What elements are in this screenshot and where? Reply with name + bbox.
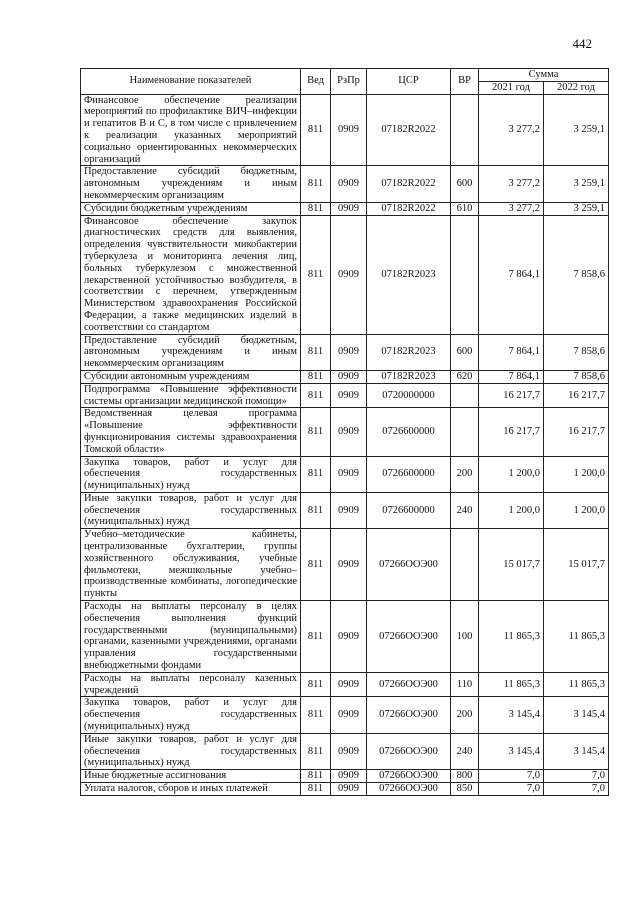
cell-name: Субсидии бюджетным учреждениям (81, 202, 301, 215)
cell-y2022: 16 217,7 (544, 408, 609, 456)
cell-y2022: 16 217,7 (544, 383, 609, 408)
cell-ved: 811 (301, 529, 331, 601)
cell-csr: 07266ООЭ00 (367, 601, 451, 673)
cell-y2021: 7 864,1 (479, 334, 544, 370)
table-row (81, 697, 609, 733)
table-row (81, 456, 609, 492)
cell-name: Расходы на выплаты персоналу казенных учреждений (81, 672, 301, 697)
cell-y2021: 3 277,2 (479, 94, 544, 166)
cell-name: Субсидии автономным учреждениям (81, 370, 301, 383)
cell-name: Иные закупки товаров, работ и услуг для обеспечения государственных (муниципальных) нужд (81, 733, 301, 769)
cell-vr: 600 (451, 334, 479, 370)
cell-name: Закупка товаров, работ и услуг для обеспечения государственных (муниципальных) нужд (81, 697, 301, 733)
cell-ved: 811 (301, 202, 331, 215)
cell-vr (451, 94, 479, 166)
cell-rzpr: 0909 (331, 783, 367, 796)
table-row (81, 783, 609, 796)
cell-y2021: 3 145,4 (479, 697, 544, 733)
table-row (81, 408, 609, 456)
cell-y2022: 7,0 (544, 783, 609, 796)
cell-vr: 600 (451, 166, 479, 202)
cell-rzpr: 0909 (331, 94, 367, 166)
cell-ved: 811 (301, 383, 331, 408)
table-row (81, 215, 609, 334)
cell-y2021: 11 865,3 (479, 672, 544, 697)
cell-ved: 811 (301, 783, 331, 796)
table-row (81, 94, 609, 166)
cell-name: Финансовое обеспечение реализации мероприятий по профилактике ВИЧ–инфекции и гепатитов B и C, в том числе с привлечением к реализации указанных мероприятий социально ориентированных некоммерческих организаций (81, 94, 301, 166)
cell-vr (451, 215, 479, 334)
cell-rzpr: 0909 (331, 601, 367, 673)
cell-csr: 07182R2023 (367, 215, 451, 334)
table-row (81, 672, 609, 697)
cell-y2021: 1 200,0 (479, 492, 544, 528)
cell-csr: 07266ООЭ00 (367, 733, 451, 769)
cell-csr: 07182R2023 (367, 334, 451, 370)
cell-rzpr: 0909 (331, 370, 367, 383)
cell-rzpr: 0909 (331, 202, 367, 215)
cell-y2022: 3 145,4 (544, 733, 609, 769)
cell-csr: 07266ООЭ00 (367, 529, 451, 601)
cell-ved: 811 (301, 697, 331, 733)
cell-ved: 811 (301, 408, 331, 456)
cell-ved: 811 (301, 334, 331, 370)
cell-y2021: 1 200,0 (479, 456, 544, 492)
cell-ved: 811 (301, 456, 331, 492)
cell-vr (451, 529, 479, 601)
cell-vr: 200 (451, 697, 479, 733)
header-rzpr: РзПр (331, 69, 367, 95)
cell-ved: 811 (301, 370, 331, 383)
cell-rzpr: 0909 (331, 166, 367, 202)
cell-y2022: 1 200,0 (544, 456, 609, 492)
cell-y2022: 11 865,3 (544, 672, 609, 697)
cell-ved: 811 (301, 215, 331, 334)
cell-vr: 620 (451, 370, 479, 383)
cell-vr: 200 (451, 456, 479, 492)
cell-vr: 800 (451, 770, 479, 783)
table-body (81, 94, 609, 795)
cell-y2022: 7,0 (544, 770, 609, 783)
cell-y2021: 16 217,7 (479, 408, 544, 456)
cell-csr: 0726600000 (367, 492, 451, 528)
cell-y2021: 7 864,1 (479, 370, 544, 383)
cell-name: Подпрограмма «Повышение эффективности системы организации медицинской помощи» (81, 383, 301, 408)
cell-y2022: 1 200,0 (544, 492, 609, 528)
cell-vr: 610 (451, 202, 479, 215)
table-row (81, 202, 609, 215)
cell-csr: 0720000000 (367, 383, 451, 408)
cell-name: Закупка товаров, работ и услуг для обеспечения государственных (муниципальных) нужд (81, 456, 301, 492)
cell-vr (451, 383, 479, 408)
cell-y2022: 3 145,4 (544, 697, 609, 733)
cell-rzpr: 0909 (331, 408, 367, 456)
cell-y2021: 7,0 (479, 783, 544, 796)
cell-rzpr: 0909 (331, 383, 367, 408)
cell-y2022: 3 259,1 (544, 202, 609, 215)
cell-rzpr: 0909 (331, 697, 367, 733)
cell-csr: 07266ООЭ00 (367, 783, 451, 796)
table-row (81, 370, 609, 383)
page-number: 442 (572, 36, 592, 51)
cell-csr: 07182R2022 (367, 94, 451, 166)
cell-csr: 07182R2022 (367, 202, 451, 215)
cell-name: Иные закупки товаров, работ и услуг для обеспечения государственных (муниципальных) нужд (81, 492, 301, 528)
cell-name: Расходы на выплаты персоналу в целях обеспечения выполнения функций государственными (муниципальными) органами, казенными учреждениями, органами управления государственными внебюджетными фондами (81, 601, 301, 673)
cell-name: Финансовое обеспечение закупок диагностических средств для выявления, определения чувствительности микобактерии туберкулеза и мониторинга лечения лиц, больных туберкулезом с множественной лекарственной устойчивостью возбудителя, в соответствии с перечнем, утвержденным Министерством здравоохранения Российской Федерации, а также медицинских изделий в соответствии со стандартом (81, 215, 301, 334)
cell-y2021: 11 865,3 (479, 601, 544, 673)
cell-ved: 811 (301, 601, 331, 673)
budget-table (80, 68, 609, 796)
table-row (81, 166, 609, 202)
cell-ved: 811 (301, 94, 331, 166)
header-csr: ЦСР (367, 69, 451, 95)
cell-y2022: 3 259,1 (544, 166, 609, 202)
header-ved: Вед (301, 69, 331, 95)
header-name: Наименование показателей (81, 69, 301, 95)
cell-csr: 0726600000 (367, 408, 451, 456)
cell-ved: 811 (301, 672, 331, 697)
cell-y2022: 15 017,7 (544, 529, 609, 601)
cell-rzpr: 0909 (331, 529, 367, 601)
header-sum: Сумма (479, 69, 609, 82)
table-row (81, 334, 609, 370)
cell-csr: 07266ООЭ00 (367, 770, 451, 783)
cell-vr (451, 408, 479, 456)
cell-csr: 07182R2023 (367, 370, 451, 383)
cell-csr: 0726600000 (367, 456, 451, 492)
cell-y2022: 7 858,6 (544, 370, 609, 383)
cell-y2022: 7 858,6 (544, 334, 609, 370)
table-row (81, 529, 609, 601)
cell-csr: 07266ООЭ00 (367, 697, 451, 733)
cell-y2021: 3 145,4 (479, 733, 544, 769)
cell-rzpr: 0909 (331, 334, 367, 370)
cell-ved: 811 (301, 166, 331, 202)
cell-rzpr: 0909 (331, 672, 367, 697)
cell-csr: 07182R2022 (367, 166, 451, 202)
cell-vr: 240 (451, 733, 479, 769)
cell-name: Иные бюджетные ассигнования (81, 770, 301, 783)
cell-rzpr: 0909 (331, 492, 367, 528)
cell-vr: 850 (451, 783, 479, 796)
cell-y2022: 7 858,6 (544, 215, 609, 334)
cell-y2021: 7,0 (479, 770, 544, 783)
cell-y2022: 11 865,3 (544, 601, 609, 673)
table-header (81, 69, 609, 95)
cell-name: Ведомственная целевая программа «Повышение эффективности функционирования системы здравоохранения Томской области» (81, 408, 301, 456)
table-row (81, 492, 609, 528)
cell-csr: 07266ООЭ00 (367, 672, 451, 697)
cell-y2021: 7 864,1 (479, 215, 544, 334)
header-vr: ВР (451, 69, 479, 95)
cell-y2021: 3 277,2 (479, 202, 544, 215)
cell-name: Предоставление субсидий бюджетным, автономным учреждениям и иным некоммерческим организациям (81, 334, 301, 370)
cell-vr: 240 (451, 492, 479, 528)
cell-name: Учебно–методические кабинеты, централизованные бухгалтерии, группы хозяйственного обслуживания, учебные фильмотеки, межшкольные учебно–производственные комбинаты, логопедические пункты (81, 529, 301, 601)
cell-y2021: 15 017,7 (479, 529, 544, 601)
cell-y2021: 3 277,2 (479, 166, 544, 202)
cell-name: Предоставление субсидий бюджетным, автономным учреждениям и иным некоммерческим организациям (81, 166, 301, 202)
header-2021: 2021 год (479, 81, 544, 94)
table-row (81, 383, 609, 408)
cell-ved: 811 (301, 733, 331, 769)
cell-ved: 811 (301, 770, 331, 783)
cell-ved: 811 (301, 492, 331, 528)
table-row (81, 770, 609, 783)
cell-rzpr: 0909 (331, 733, 367, 769)
cell-vr: 110 (451, 672, 479, 697)
cell-rzpr: 0909 (331, 770, 367, 783)
cell-vr: 100 (451, 601, 479, 673)
cell-rzpr: 0909 (331, 456, 367, 492)
table-row (81, 601, 609, 673)
cell-y2021: 16 217,7 (479, 383, 544, 408)
header-2022: 2022 год (544, 81, 609, 94)
cell-y2022: 3 259,1 (544, 94, 609, 166)
cell-rzpr: 0909 (331, 215, 367, 334)
table-row (81, 733, 609, 769)
cell-name: Уплата налогов, сборов и иных платежей (81, 783, 301, 796)
